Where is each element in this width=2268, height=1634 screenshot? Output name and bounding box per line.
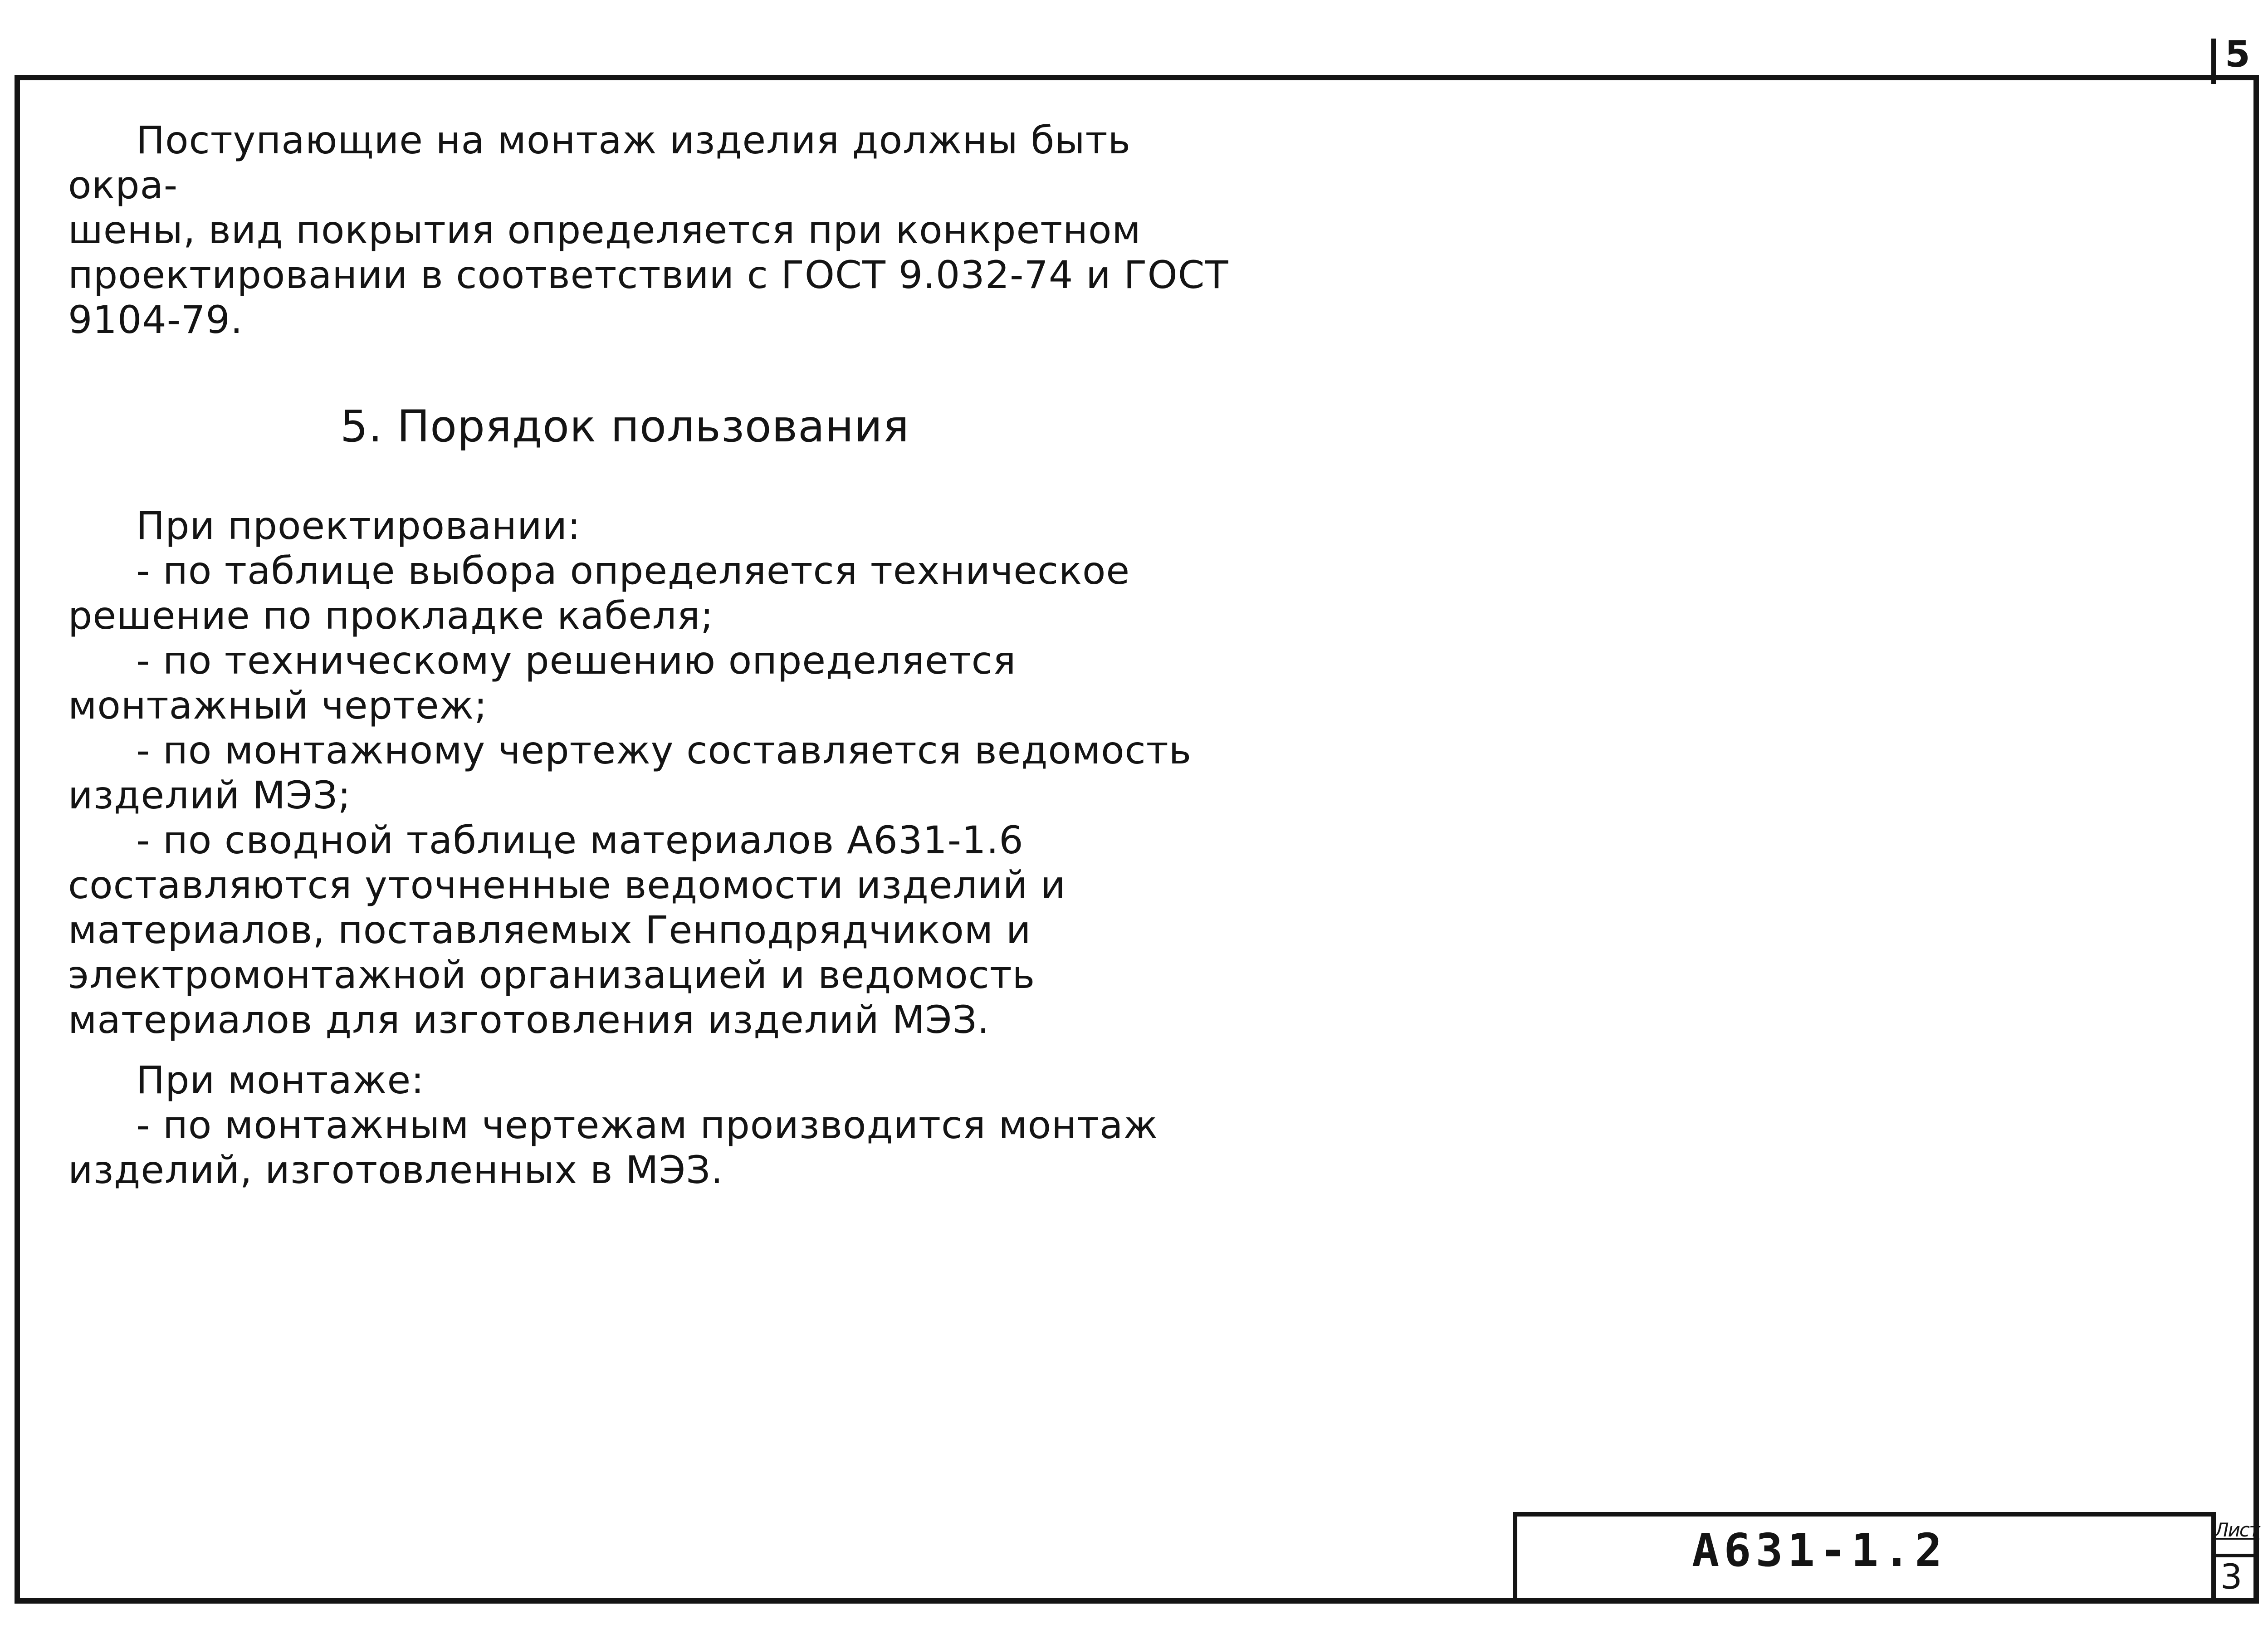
intro-line-3: проектировании в соответствии с ГОСТ 9.032-74 и ГОСТ 9104-79. [68,253,1229,342]
sheet-label: Лист [2214,1519,2259,1541]
sheet-number: 3 [2220,1556,2243,1597]
design-heading: При проектировании: [136,504,581,548]
document-code: А631-1.2 [1692,1524,1947,1577]
installation-item-1: - по монтажным чертежам производится монтаж изделий, изготовленных в МЭЗ. [68,1103,1158,1192]
corner-page-number: 5 [2225,33,2250,75]
installation-heading: При монтаже: [136,1058,425,1102]
design-item-1: - по таблице выбора определяется техническое решение по прокладке кабеля; [68,548,1130,638]
section-title: 5. Порядок пользования [340,401,909,452]
design-item-2: - по техническому решению определяется монтажный чертеж; [68,638,1017,728]
intro-line-2: шены, вид покрытия определяется при конкретном [68,208,1141,252]
design-item-4: - по сводной таблице материалов А631-1.6 составляются уточненные ведомости изделий и материалов, поставляемых Генподрядчиком и электромонтажной организацией и ведомость материалов для изготовления изделий МЭЗ. [68,818,1066,1042]
paragraph-spacer [68,1042,1247,1058]
design-item-3: - по монтажному чертежу составляется ведомость изделий МЭЗ; [68,728,1192,817]
document-body [68,118,1247,1193]
intro-line-1: Поступающие на монтаж изделия должны быть окра- [68,118,1131,207]
